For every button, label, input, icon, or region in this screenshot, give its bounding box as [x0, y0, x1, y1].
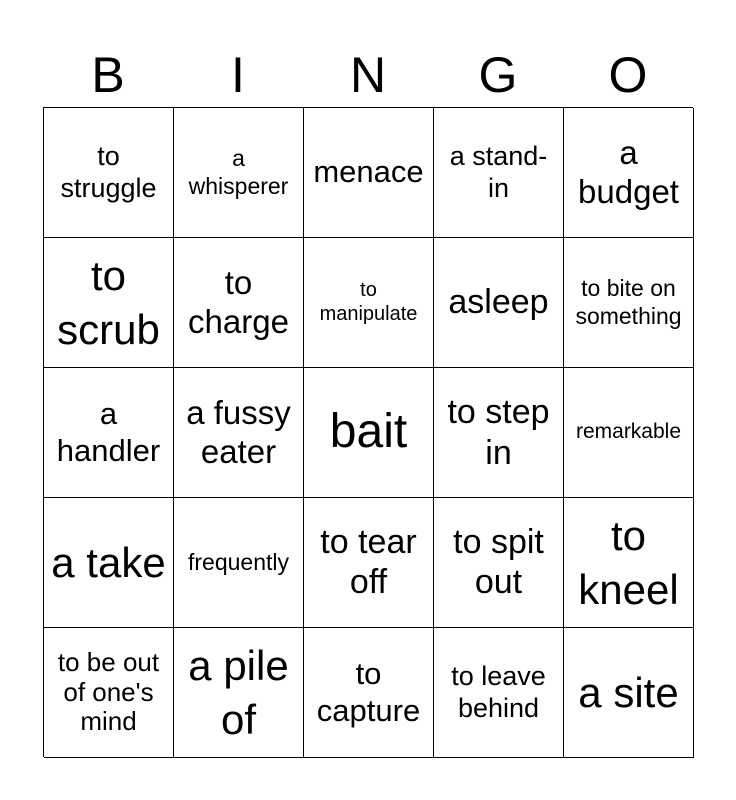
bingo-cell: [174, 108, 304, 238]
bingo-cell: [434, 368, 564, 498]
bingo-cell-text: to charge: [188, 263, 289, 340]
bingo-cell: [174, 368, 304, 498]
bingo-cell: [44, 368, 174, 498]
bingo-cell-text: to step in: [447, 393, 550, 472]
bingo-cell-text: frequently: [187, 548, 289, 575]
bingo-cell-text: bait: [329, 405, 408, 459]
bingo-cell-text: to tear off: [320, 523, 417, 601]
bingo-board: [43, 107, 693, 757]
bingo-cell: [44, 498, 174, 628]
bingo-cell-text: a handler: [56, 395, 161, 468]
bingo-cell-text: remarkable: [575, 420, 682, 444]
bingo-cell-text: a budget: [578, 133, 679, 210]
bingo-cell: [304, 238, 434, 368]
bingo-cell-text: a take: [51, 538, 166, 586]
bingo-header: [43, 44, 693, 106]
header-letter-i: I: [231, 47, 245, 103]
bingo-cell-text: a stand-in: [449, 140, 548, 203]
bingo-cell: [434, 628, 564, 758]
bingo-cell-text: to kneel: [578, 511, 679, 613]
bingo-cell-text: to spit out: [453, 523, 544, 601]
bingo-cell-text: to leave behind: [451, 660, 546, 723]
header-letter-o: O: [608, 47, 648, 103]
bingo-cell-text: to capture: [316, 655, 421, 728]
bingo-cell-text: to be out of one's mind: [57, 646, 160, 737]
bingo-cell: [44, 108, 174, 238]
bingo-cell: [174, 628, 304, 758]
bingo-cell: [304, 108, 434, 238]
bingo-cell: [44, 238, 174, 368]
header-letter-g: G: [478, 47, 518, 103]
bingo-cell: [174, 498, 304, 628]
bingo-cell: [174, 238, 304, 368]
bingo-cell-text: a fussy eater: [186, 393, 291, 470]
bingo-cell: [304, 368, 434, 498]
bingo-cell-text: asleep: [448, 283, 549, 322]
bingo-cell: [434, 498, 564, 628]
bingo-cell-text: to scrub: [57, 251, 160, 353]
bingo-cell: [434, 238, 564, 368]
bingo-cell: [564, 108, 694, 238]
bingo-cell: [564, 238, 694, 368]
bingo-cell: [434, 108, 564, 238]
bingo-cell: [304, 628, 434, 758]
bingo-cell: [564, 498, 694, 628]
bingo-cell-text: to manipulate: [319, 278, 418, 325]
bingo-cell-text: a whisperer: [188, 145, 289, 199]
bingo-cell: [564, 368, 694, 498]
bingo-cell: [44, 628, 174, 758]
bingo-cell-text: a pile of: [188, 641, 289, 743]
bingo-cell: [564, 628, 694, 758]
bingo-cell: [304, 498, 434, 628]
bingo-cell-text: a site: [578, 668, 679, 716]
header-letter-b: B: [91, 47, 125, 103]
header-letter-n: N: [349, 47, 387, 103]
bingo-cell-text: menace: [313, 154, 424, 190]
bingo-cell-text: to struggle: [60, 140, 157, 203]
bingo-cell-text: to bite on something: [575, 275, 682, 329]
